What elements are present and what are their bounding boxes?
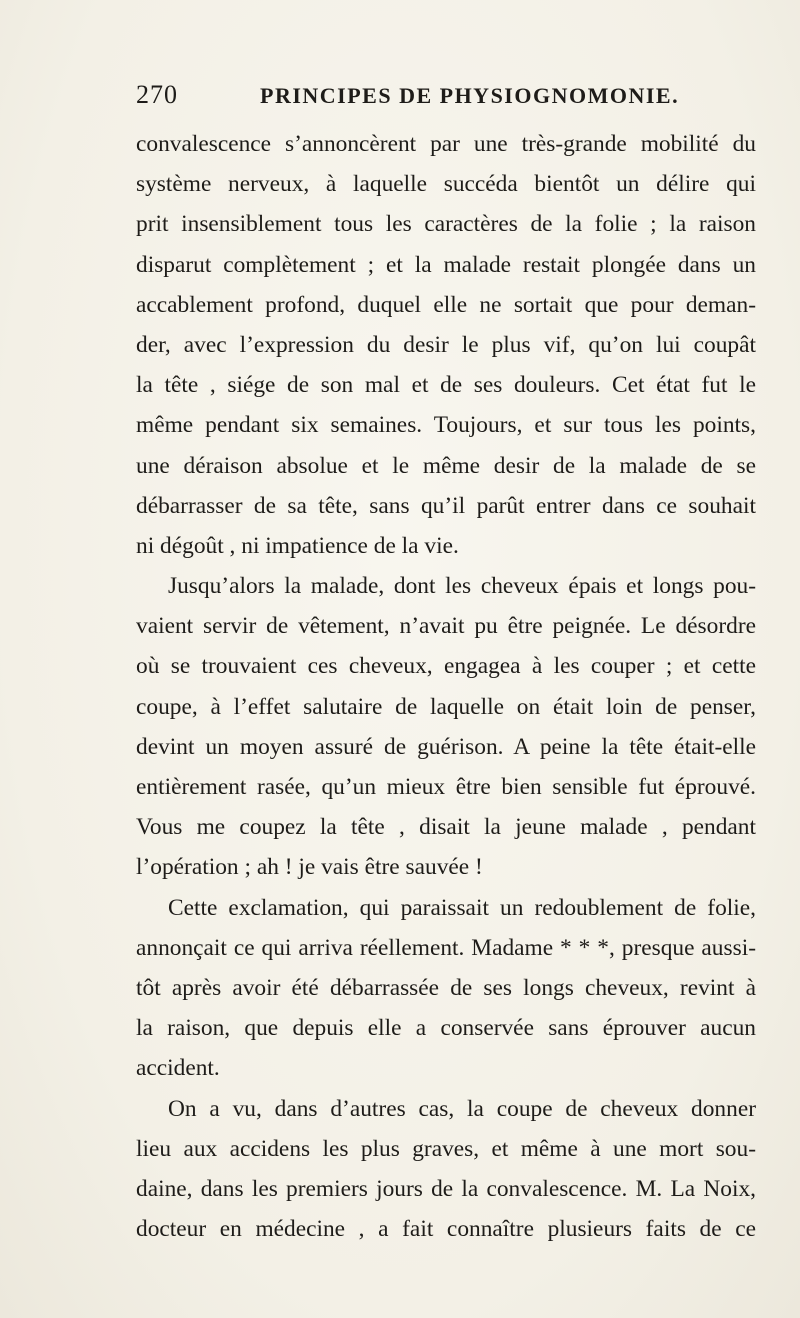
text-line: système nerveux, à laquelle succéda bientôt un délire qui (136, 171, 756, 198)
text-line: der, avec l’expression du desir le plus vif, qu’on lui coupât (136, 331, 756, 358)
running-title: PRINCIPES DE PHYSIOGNOMONIE. (260, 83, 680, 108)
text-line: On a vu, dans d’autres cas, la coupe de cheveux donner (168, 1095, 756, 1122)
text-line: annonçait ce qui arriva réellement. Madame * * *, presque aussi- (136, 934, 756, 961)
text-line: la tête , siége de son mal et de ses douleurs. Cet état fut le (136, 372, 756, 399)
text-line: la raison, que depuis elle a conservée sans éprouver aucun (136, 1015, 756, 1042)
text-line: même pendant six semaines. Toujours, et sur tous les points, (136, 412, 756, 439)
text-line: prit insensiblement tous les caractères de la folie ; la raison (136, 211, 756, 238)
page-number: 270 (136, 80, 178, 109)
text-line: une déraison absolue et le même desir de la malade de se (136, 452, 756, 479)
text-line: tôt après avoir été débarrassée de ses longs cheveux, revint à (136, 974, 756, 1001)
text-line: entièrement rasée, qu’un mieux être bien sensible fut éprouvé. (136, 774, 756, 800)
paragraph-4 (136, 1089, 756, 1250)
text-line: convalescence s’annoncèrent par une très-grande mobilité du (136, 131, 756, 157)
paragraph-3 (136, 888, 756, 1089)
text-line: Vous me coupez la tête , disait la jeune malade , pendant (136, 814, 756, 841)
text-line: docteur en médecine , a fait connaître plusieurs faits de ce (136, 1216, 756, 1243)
text-line: l’opération ; ah ! je vais être sauvée ! (136, 854, 483, 881)
text-line: ni dégoût , ni impatience de la vie. (136, 532, 459, 559)
text-line: où se trouvaient ces cheveux, engagea à les couper ; et cette (136, 653, 756, 680)
paragraph-2 (136, 566, 756, 888)
running-head (136, 80, 679, 120)
text-line: disparut complètement ; et la malade restait plongée dans un (136, 251, 756, 278)
paragraph-1 (136, 124, 756, 566)
text-line: accident. (136, 1055, 220, 1082)
text-line: lieu aux accidens les plus graves, et même à une mort sou- (136, 1135, 756, 1162)
text-line: devint un moyen assuré de guérison. A peine la tête était-elle (136, 733, 756, 760)
text-line: Jusqu’alors la malade, dont les cheveux épais et longs pou- (168, 573, 756, 600)
text-line: Cette exclamation, qui paraissait un redoublement de folie, (168, 894, 756, 921)
text-line: daine, dans les premiers jours de la convalescence. M. La Noix, (136, 1175, 756, 1202)
text-line: coupe, à l’effet salutaire de laquelle on était loin de penser, (136, 693, 756, 720)
body-text (136, 124, 756, 1249)
text-line: vaient servir de vêtement, n’avait pu être peignée. Le désordre (136, 613, 756, 640)
text-line: accablement profond, duquel elle ne sortait que pour deman- (136, 291, 756, 318)
text-line: débarrasser de sa tête, sans qu’il parût entrer dans ce souhait (136, 492, 756, 519)
